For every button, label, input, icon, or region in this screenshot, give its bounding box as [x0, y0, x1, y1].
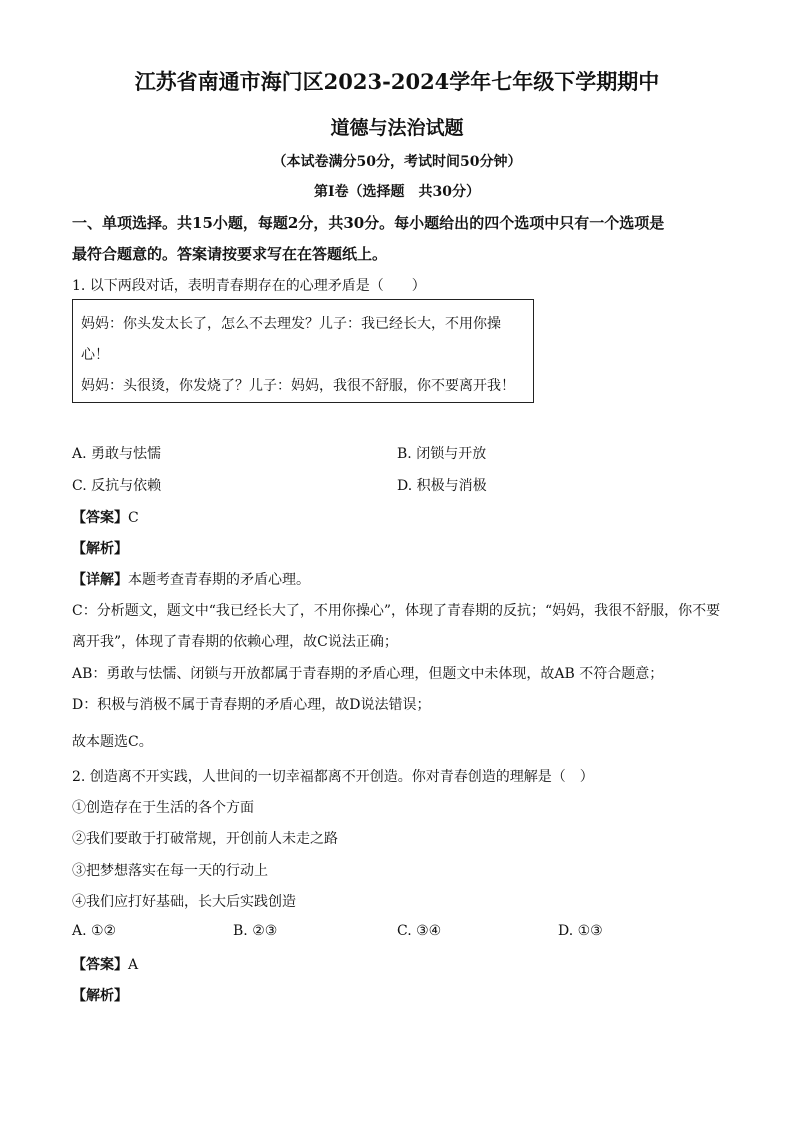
question-2-stem: 2. 创造离不开实践，人世间的一切幸福都离不开创造。你对青春创造的理解是（ ） — [72, 769, 594, 785]
q1-analysis-tag: 【解析】 — [72, 541, 128, 557]
answer-value: C — [128, 510, 139, 526]
q1-explanation-4: D：积极与消极不属于青春期的矛盾心理，故D说法错误； — [72, 697, 431, 713]
dialogue-line-3: 妈妈：头很烫，你发烧了？儿子：妈妈，我很不舒服，你不要离开我！ — [81, 378, 515, 394]
dialogue-line-1: 妈妈：你头发太长了，怎么不去理发？儿子：我已经长大，不用你操 — [81, 316, 501, 332]
q1-explanation-1: C：分析题文，题文中“我已经长大了，不用你操心”，体现了青春期的反抗；“妈妈，我很不舒服，你不要 — [72, 603, 721, 619]
answer-value: A — [128, 957, 139, 973]
detail-text: 本题考查青春期的矛盾心理。 — [128, 572, 310, 588]
q1-conclusion: 故本题选C。 — [72, 734, 153, 750]
q2-statement-2: ②我们要敢于打破常规，开创前人未走之路 — [72, 831, 338, 847]
q1-option-c: C. 反抗与依赖 — [72, 478, 162, 494]
exam-title: 江苏省南通市海门区2023-2024学年七年级下学期期中 — [134, 69, 660, 94]
q2-option-b: B. ②③ — [233, 923, 278, 939]
q1-option-d: D. 积极与消极 — [397, 478, 487, 494]
q2-answer — [72, 954, 138, 974]
q2-statement-4: ④我们应打好基础，长大后实践创造 — [72, 894, 296, 910]
answer-tag: 【答案】 — [72, 510, 128, 526]
detail-tag: 【详解】 — [72, 572, 128, 588]
q2-option-d: D. ①③ — [558, 923, 603, 939]
q2-option-c: C. ③④ — [397, 923, 442, 939]
q1-option-a: A. 勇敢与怯懦 — [72, 446, 162, 462]
q2-statement-1: ①创造存在于生活的各个方面 — [72, 800, 254, 816]
exam-subject: 道德与法治试题 — [330, 117, 464, 139]
q1-option-b: B. 闭锁与开放 — [397, 446, 487, 462]
q1-explanation-2: 离开我”，体现了青春期的依赖心理，故C说法正确； — [72, 634, 398, 650]
q1-explanation-3: AB：勇敢与怯懦、闭锁与开放都属于青春期的矛盾心理，但题文中未体现，故AB 不符合题意； — [72, 666, 664, 682]
q2-statement-3: ③把梦想落实在每一天的行动上 — [72, 863, 268, 879]
section-instruction-line2: 最符合题意的。答案请按要求写在在答题纸上。 — [72, 245, 388, 263]
q1-detail — [72, 569, 310, 589]
q2-analysis-tag: 【解析】 — [72, 988, 128, 1004]
exam-info: （本试卷满分50分，考试时间50分钟） — [272, 154, 522, 170]
q1-answer — [72, 507, 139, 527]
dialogue-line-2: 心！ — [81, 347, 109, 363]
answer-tag: 【答案】 — [72, 957, 128, 973]
dialogue-box — [72, 299, 534, 403]
section-instruction-line1: 一、单项选择。共15小题，每题2分，共30分。每小题给出的四个选项中只有一个选项是 — [72, 214, 665, 232]
part-title: 第Ⅰ卷（选择题 共30分） — [313, 184, 481, 200]
question-1-stem: 1. 以下两段对话，表明青春期存在的心理矛盾是（ ） — [72, 278, 426, 294]
q2-option-a: A. ①② — [72, 923, 117, 939]
